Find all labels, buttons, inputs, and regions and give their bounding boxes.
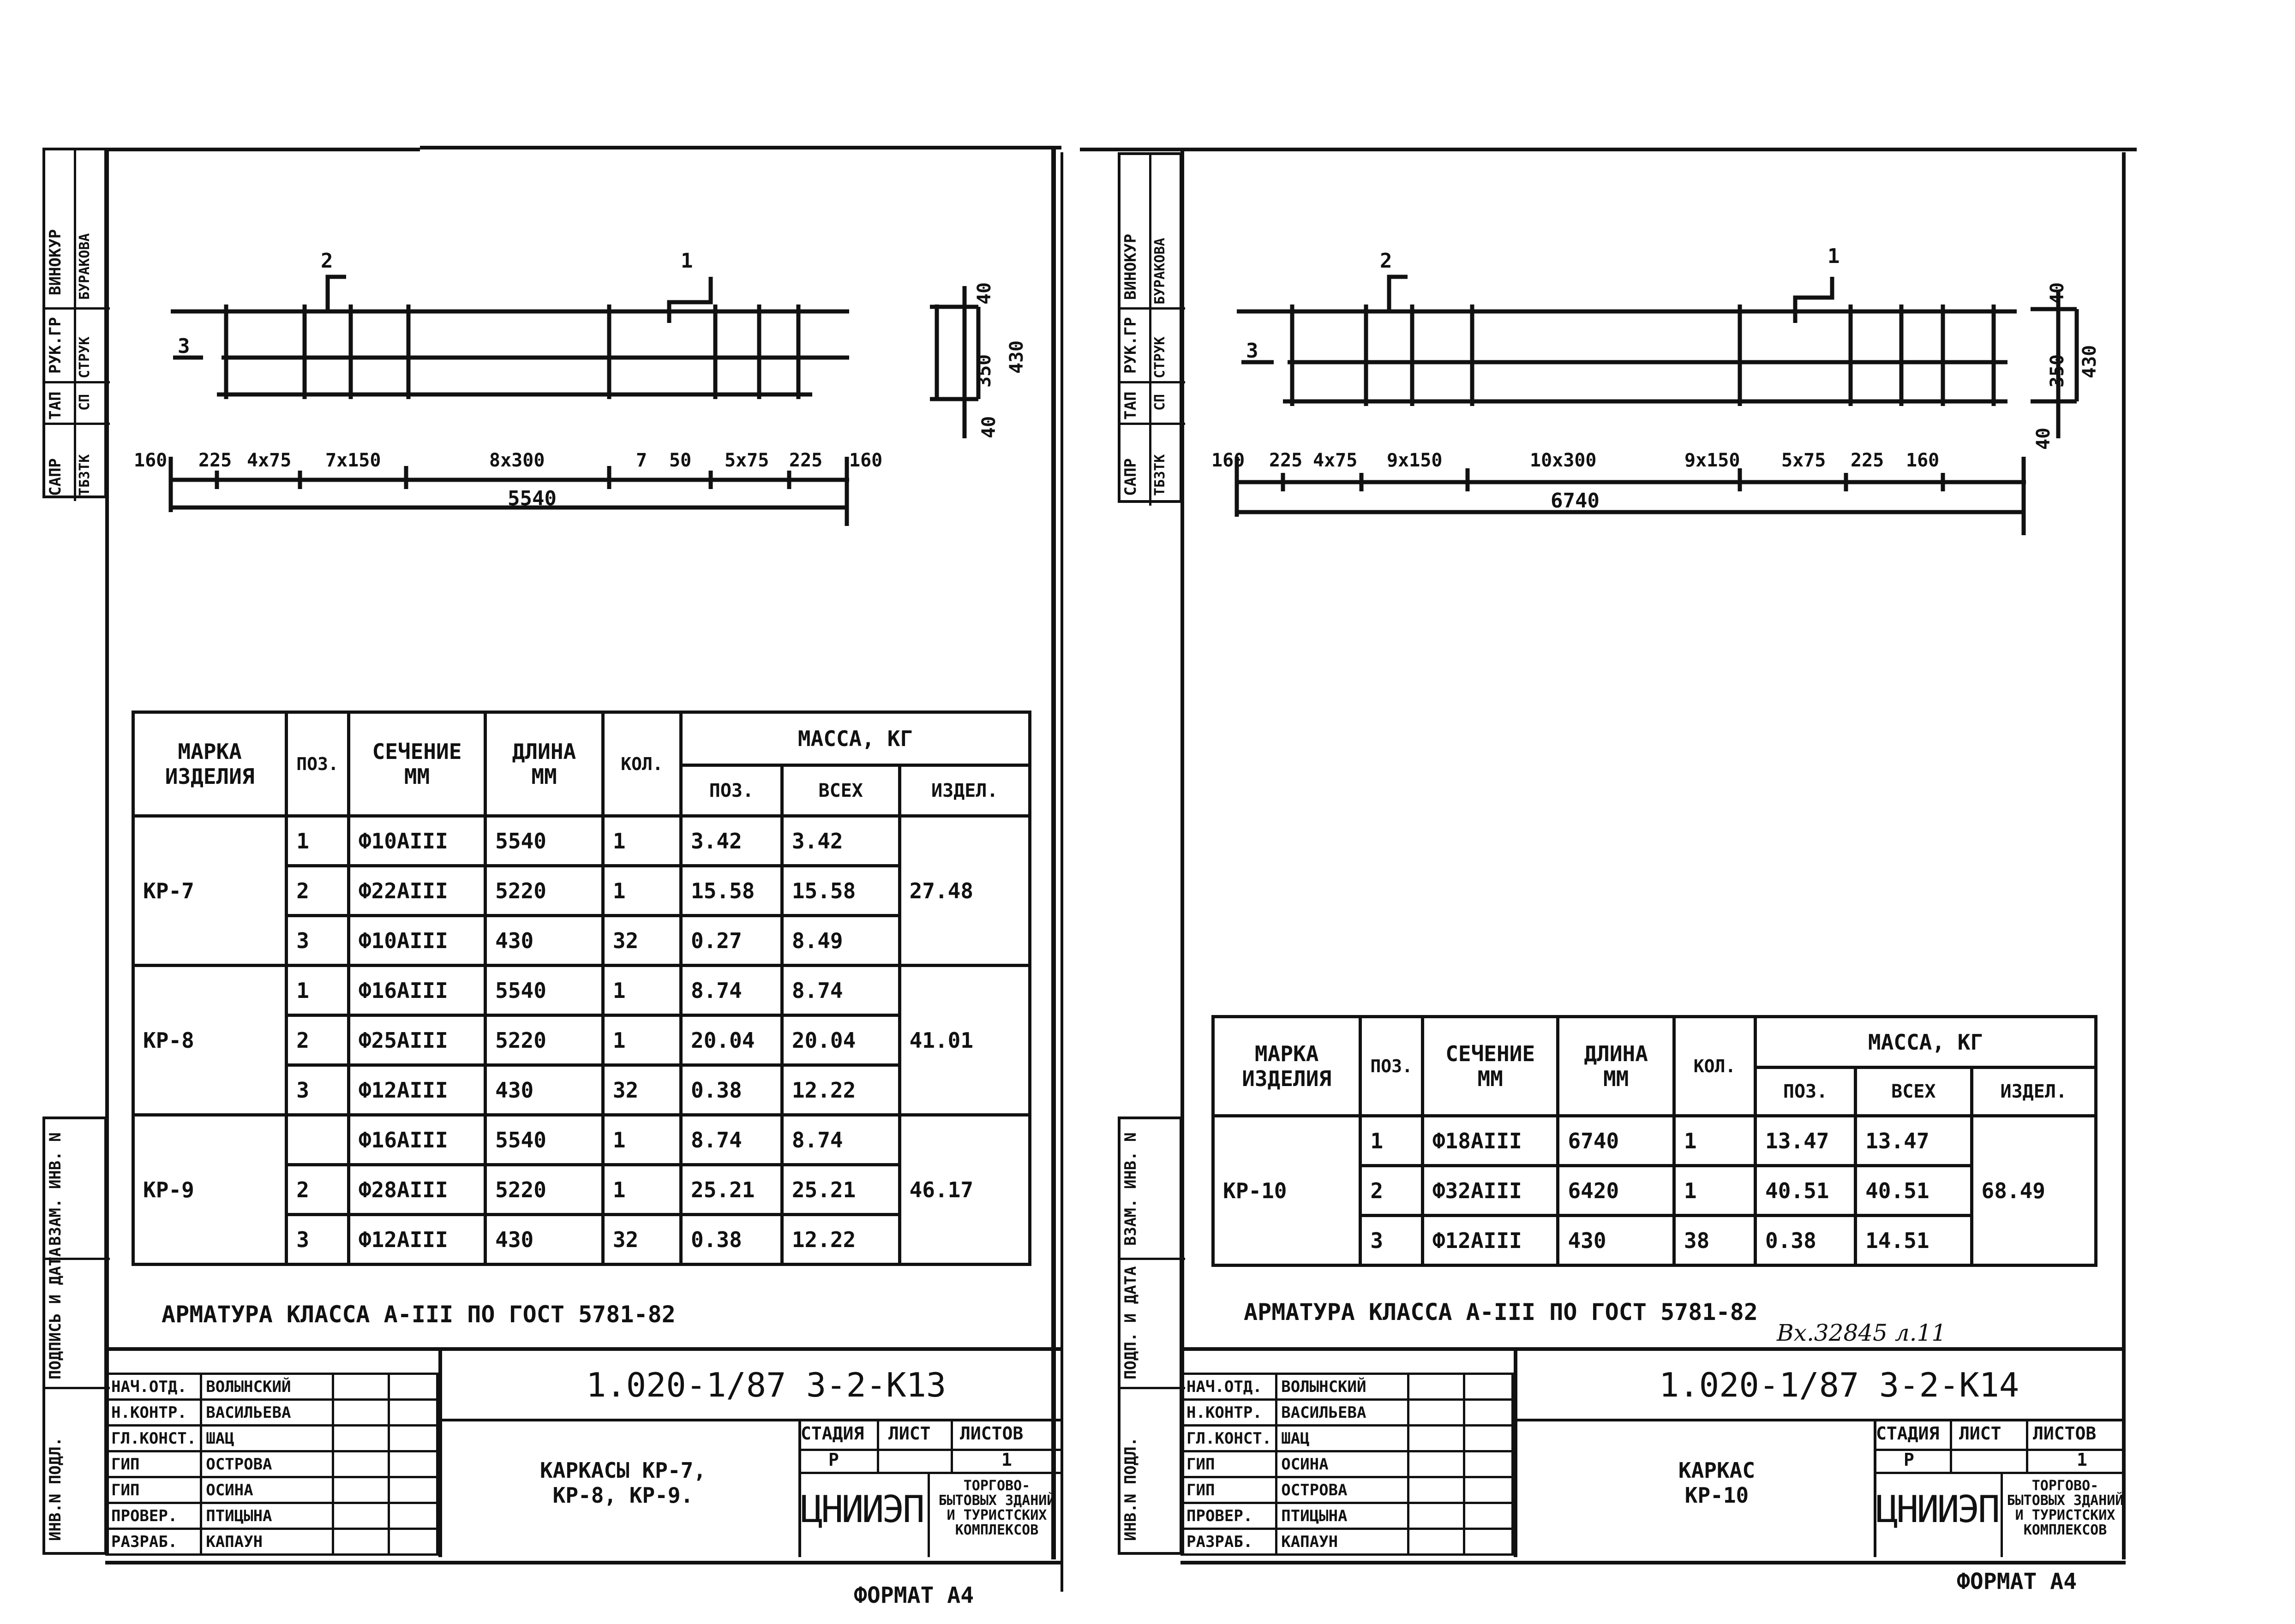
date-cell	[389, 1400, 437, 1426]
signature-row	[107, 1503, 437, 1529]
col-header: ВСЕХ	[782, 765, 899, 816]
pos-cell: 3	[287, 1065, 349, 1115]
qty-cell: 38	[1674, 1216, 1755, 1266]
signature-cell	[333, 1451, 389, 1477]
dimension-label: 9x150	[1387, 450, 1443, 471]
pos-cell: 2	[287, 1165, 349, 1215]
section-cell: Ф10АIII	[348, 816, 485, 866]
length-cell: 430	[485, 1065, 603, 1115]
signature-row	[1182, 1503, 1513, 1529]
length-cell: 5540	[485, 966, 603, 1015]
side-stamp-text: ТБЗТК	[1152, 454, 1168, 496]
signature-row	[1182, 1477, 1513, 1503]
side-stamp-text: СП	[1152, 394, 1168, 411]
mass-pos-cell: 13.47	[1756, 1116, 1856, 1166]
position-label: 2	[321, 249, 333, 273]
col-header: МАРКА ИЗДЕЛИЯ	[1213, 1017, 1360, 1116]
signature-row	[107, 1451, 437, 1477]
date-cell	[389, 1529, 437, 1555]
signature-row	[1182, 1400, 1513, 1426]
dimension-label: 40	[2033, 427, 2054, 450]
name-cell: ШАЦ	[201, 1426, 333, 1451]
role-cell: ПРОВЕР.	[107, 1503, 201, 1529]
name-cell: ВОЛЫНСКИЙ	[1276, 1374, 1408, 1400]
stage-header: ЛИСТОВ	[960, 1423, 1024, 1444]
rebar-frame-drawing	[111, 240, 988, 563]
section-cell: Ф25АIII	[348, 1015, 485, 1065]
section-cell: Ф12АIII	[348, 1065, 485, 1115]
signature-row	[107, 1400, 437, 1426]
org-name: ТОРГОВО-БЫТОВЫХ ЗДАНИЙ И ТУРИСТСКИХ КОМПЛЕКСОВ	[938, 1478, 1055, 1538]
section-cell: Ф12АIII	[1422, 1216, 1558, 1266]
role-cell: ГЛ.КОНСТ.	[1182, 1426, 1276, 1451]
mark-cell: КР-8	[133, 966, 287, 1115]
name-cell: КАПАУН	[1276, 1529, 1408, 1555]
mass-pos-cell: 8.74	[681, 966, 782, 1015]
signature-cell	[333, 1400, 389, 1426]
mass-all-cell: 14.51	[1856, 1216, 1971, 1266]
section-cell: Ф10АIII	[348, 916, 485, 966]
signature-table	[105, 1373, 438, 1556]
document-title: КАРКАС КР-10	[1678, 1458, 1756, 1508]
dimension-label: 160	[1211, 450, 1245, 471]
rebar-frame-drawing	[1186, 240, 2109, 563]
side-stamp-text: ВЗАМ. ИНВ. N	[46, 1132, 65, 1246]
name-cell: КАПАУН	[201, 1529, 333, 1555]
name-cell: ПТИЦЫНА	[201, 1503, 333, 1529]
section-cell: Ф12АIII	[348, 1215, 485, 1265]
name-cell: ОСТРОВА	[201, 1451, 333, 1477]
table-row	[133, 816, 1030, 866]
mass-pos-cell: 40.51	[1756, 1166, 1856, 1216]
mark-cell: КР-9	[133, 1115, 287, 1265]
dimension-label: 350	[2047, 354, 2068, 388]
mass-all-cell: 20.04	[782, 1015, 899, 1065]
dimension-label: 160	[1906, 450, 1940, 471]
col-header: ПОЗ.	[1756, 1068, 1856, 1116]
signature-cell	[1408, 1451, 1464, 1477]
side-stamp-text: ПОДП. И ДАТА	[1121, 1266, 1140, 1379]
position-label: 3	[1246, 339, 1258, 363]
dimension-label: 10x300	[1530, 450, 1597, 471]
name-cell: ПТИЦЫНА	[1276, 1503, 1408, 1529]
stage-header: ЛИСТ	[888, 1423, 931, 1444]
table-row	[133, 966, 1030, 1015]
date-cell	[1464, 1426, 1513, 1451]
position-label: 2	[1380, 249, 1392, 273]
name-cell: ВАСИЛЬЕВА	[201, 1400, 333, 1426]
position-label: 1	[681, 249, 693, 273]
mass-all-cell: 15.58	[782, 866, 899, 916]
qty-cell: 1	[603, 816, 681, 866]
dimension-label: 50	[669, 450, 692, 471]
pos-cell: 2	[287, 1015, 349, 1065]
col-header: МАССА, КГ	[1756, 1017, 2096, 1068]
dimension-label: 430	[2079, 345, 2100, 378]
qty-cell: 1	[603, 1115, 681, 1165]
dimension-label: 9x150	[1684, 450, 1740, 471]
col-header: ПОЗ.	[1360, 1017, 1423, 1116]
side-stamp-text: БУРАКОВА	[1152, 238, 1168, 304]
signature-row	[1182, 1451, 1513, 1477]
spec-table	[132, 710, 1031, 1266]
side-stamp-text: САПР	[46, 458, 65, 496]
spec-table	[1211, 1015, 2097, 1267]
date-cell	[1464, 1529, 1513, 1555]
role-cell: ПРОВЕР.	[1182, 1503, 1276, 1529]
col-header: ПОЗ.	[287, 712, 349, 816]
section-cell: Ф18АIII	[1422, 1116, 1558, 1166]
org-logo: ЦНИИЭП	[801, 1488, 923, 1531]
section-cell: Ф22АIII	[348, 866, 485, 916]
mass-pos-cell: 0.38	[1756, 1216, 1856, 1266]
pos-cell: 3	[1360, 1216, 1423, 1266]
dimension-label: 160	[134, 450, 168, 471]
qty-cell: 1	[603, 1165, 681, 1215]
mass-all-cell: 40.51	[1856, 1166, 1971, 1216]
date-cell	[1464, 1477, 1513, 1503]
mass-all-cell: 8.49	[782, 916, 899, 966]
signature-cell	[1408, 1529, 1464, 1555]
signature-row	[107, 1529, 437, 1555]
date-cell	[389, 1451, 437, 1477]
side-stamp-text: СП	[77, 394, 93, 411]
pos-cell: 3	[287, 916, 349, 966]
role-cell: РАЗРАБ.	[1182, 1529, 1276, 1555]
table-row	[133, 1115, 1030, 1165]
role-cell: ГИП	[107, 1477, 201, 1503]
stage-header: СТАДИЯ	[1876, 1423, 1940, 1444]
mass-pos-cell: 8.74	[681, 1115, 782, 1165]
length-cell: 5540	[485, 816, 603, 866]
length-cell: 430	[485, 916, 603, 966]
col-header: ПОЗ.	[681, 765, 782, 816]
mass-all-cell: 25.21	[782, 1165, 899, 1215]
dimension-label: 430	[1006, 340, 1027, 374]
date-cell	[389, 1477, 437, 1503]
dimension-label: 7	[636, 450, 647, 471]
side-stamp-text: ИНВ.N ПОДЛ.	[46, 1437, 65, 1541]
dimension-label: 7x150	[325, 450, 381, 471]
signature-cell	[333, 1477, 389, 1503]
role-cell: Н.КОНТР.	[107, 1400, 201, 1426]
qty-cell: 1	[603, 966, 681, 1015]
role-cell: ГИП	[1182, 1451, 1276, 1477]
dimension-label: 40	[2047, 282, 2068, 304]
side-stamp-text: ТАП	[1121, 391, 1140, 420]
sheet-left	[0, 0, 1075, 1624]
dimension-label: 350	[974, 354, 995, 388]
org-name: ТОРГОВО-БЫТОВЫХ ЗДАНИЙ И ТУРИСТСКИХ КОМПЛЕКСОВ	[2007, 1478, 2124, 1538]
dimension-label: 4x75	[1313, 450, 1358, 471]
mass-all-cell: 12.22	[782, 1065, 899, 1115]
mass-pos-cell: 15.58	[681, 866, 782, 916]
col-header: ИЗДЕЛ.	[1971, 1068, 2096, 1116]
total-length: 5540	[508, 487, 557, 510]
col-header: СЕЧЕНИЕ ММ	[1422, 1017, 1558, 1116]
name-cell: ШАЦ	[1276, 1426, 1408, 1451]
length-cell: 430	[1558, 1216, 1674, 1266]
side-stamp-text: СТРУК	[1152, 336, 1168, 378]
dimension-label: 225	[1269, 450, 1303, 471]
pos-cell: 1	[1360, 1116, 1423, 1166]
stage-header: ЛИСТ	[1959, 1423, 2001, 1444]
signature-row	[107, 1426, 437, 1451]
qty-cell: 32	[603, 1065, 681, 1115]
dimension-label: 5x75	[725, 450, 769, 471]
total-length: 6740	[1551, 489, 1600, 513]
reinforcement-note: АРМАТУРА КЛАССА А-III ПО ГОСТ 5781-82	[1244, 1299, 1758, 1325]
mass-pos-cell: 0.27	[681, 916, 782, 966]
mass-all-cell: 12.22	[782, 1215, 899, 1265]
side-stamp-text: БУРАКОВА	[77, 233, 93, 300]
col-header: ВСЕХ	[1856, 1068, 1971, 1116]
qty-cell: 32	[603, 1215, 681, 1265]
mass-item-cell: 27.48	[899, 816, 1030, 966]
col-header: МАРКА ИЗДЕЛИЯ	[133, 712, 287, 816]
mark-cell: КР-7	[133, 816, 287, 966]
role-cell: НАЧ.ОТД.	[107, 1374, 201, 1400]
sheet-right	[1080, 0, 2295, 1624]
mass-item-cell: 46.17	[899, 1115, 1030, 1265]
table-row	[1213, 1116, 2096, 1166]
pos-cell: 1	[287, 816, 349, 866]
col-header: КОЛ.	[603, 712, 681, 816]
length-cell: 5220	[485, 1165, 603, 1215]
reinforcement-note: АРМАТУРА КЛАССА А-III ПО ГОСТ 5781-82	[162, 1301, 676, 1328]
qty-cell: 1	[1674, 1166, 1755, 1216]
side-stamp-text: ИНВ.N ПОДЛ.	[1121, 1437, 1140, 1541]
qty-cell: 32	[603, 916, 681, 966]
signature-row	[1182, 1374, 1513, 1400]
role-cell: Н.КОНТР.	[1182, 1400, 1276, 1426]
pos-cell	[287, 1115, 349, 1165]
format-label: ФОРМАТ А4	[854, 1582, 974, 1608]
mass-item-cell: 68.49	[1971, 1116, 2096, 1266]
signature-row	[1182, 1529, 1513, 1555]
signature-cell	[333, 1529, 389, 1555]
stage-value: Р	[828, 1450, 839, 1470]
role-cell: РАЗРАБ.	[107, 1529, 201, 1555]
role-cell: ГИП	[107, 1451, 201, 1477]
mass-pos-cell: 25.21	[681, 1165, 782, 1215]
document-code: 1.020-1/87 3-2-К14	[1659, 1366, 2019, 1404]
length-cell: 6420	[1558, 1166, 1674, 1216]
date-cell	[389, 1374, 437, 1400]
side-stamp-text: РУК.ГР	[1121, 317, 1140, 374]
mass-pos-cell: 3.42	[681, 816, 782, 866]
position-label: 1	[1828, 245, 1840, 268]
dimension-label: 225	[1851, 450, 1884, 471]
signature-cell	[1408, 1374, 1464, 1400]
role-cell: ГИП	[1182, 1477, 1276, 1503]
date-cell	[389, 1426, 437, 1451]
mass-item-cell: 41.01	[899, 966, 1030, 1115]
dimension-label: 40	[974, 282, 995, 304]
side-stamp-text: ТАП	[46, 391, 65, 420]
mass-all-cell: 3.42	[782, 816, 899, 866]
pos-cell: 3	[287, 1215, 349, 1265]
pos-cell: 1	[287, 966, 349, 1015]
name-cell: ВАСИЛЬЕВА	[1276, 1400, 1408, 1426]
side-stamp-text: ТБЗТК	[77, 454, 93, 496]
sheet-count: 1	[1001, 1450, 1012, 1470]
side-stamp-text: ВИНОКУР	[46, 229, 65, 295]
date-cell	[389, 1503, 437, 1529]
date-cell	[1464, 1374, 1513, 1400]
signature-cell	[1408, 1426, 1464, 1451]
length-cell: 5540	[485, 1115, 603, 1165]
col-header: ИЗДЕЛ.	[899, 765, 1030, 816]
handwritten-note: Вх.32845 л.11	[1777, 1320, 1947, 1346]
section-cell: Ф16АIII	[348, 1115, 485, 1165]
section-cell: Ф28АIII	[348, 1165, 485, 1215]
dimension-label: 5x75	[1781, 450, 1826, 471]
date-cell	[1464, 1503, 1513, 1529]
document-title: КАРКАСЫ КР-7, КР-8, КР-9.	[539, 1458, 707, 1508]
signature-row	[1182, 1426, 1513, 1451]
name-cell: ОСТРОВА	[1276, 1477, 1408, 1503]
side-stamp-text: САПР	[1121, 458, 1140, 496]
length-cell: 6740	[1558, 1116, 1674, 1166]
signature-cell	[333, 1503, 389, 1529]
stage-value: Р	[1904, 1450, 1914, 1470]
side-stamp-text: ВЗАМ. ИНВ. N	[1121, 1132, 1140, 1246]
mass-pos-cell: 0.38	[681, 1065, 782, 1115]
length-cell: 430	[485, 1215, 603, 1265]
org-logo: ЦНИИЭП	[1876, 1488, 1998, 1531]
mass-pos-cell: 0.38	[681, 1215, 782, 1265]
section-cell: Ф32АIII	[1422, 1166, 1558, 1216]
mass-all-cell: 13.47	[1856, 1116, 1971, 1166]
col-header: СЕЧЕНИЕ ММ	[348, 712, 485, 816]
length-cell: 5220	[485, 866, 603, 916]
side-stamp-text: СТРУК	[77, 336, 93, 378]
pos-cell: 2	[1360, 1166, 1423, 1216]
signature-cell	[1408, 1477, 1464, 1503]
role-cell: ГЛ.КОНСТ.	[107, 1426, 201, 1451]
format-label: ФОРМАТ А4	[1957, 1569, 2077, 1594]
document-code: 1.020-1/87 3-2-К13	[586, 1366, 947, 1404]
name-cell: ОСИНА	[201, 1477, 333, 1503]
qty-cell: 1	[603, 866, 681, 916]
sheet-count: 1	[2077, 1450, 2087, 1470]
stage-header: ЛИСТОВ	[2033, 1423, 2097, 1444]
signature-row	[107, 1477, 437, 1503]
signature-table	[1180, 1373, 1514, 1556]
dimension-label: 225	[789, 450, 823, 471]
signature-cell	[1408, 1400, 1464, 1426]
date-cell	[1464, 1451, 1513, 1477]
dimension-label: 40	[978, 416, 1000, 438]
date-cell	[1464, 1400, 1513, 1426]
qty-cell: 1	[1674, 1116, 1755, 1166]
qty-cell: 1	[603, 1015, 681, 1065]
mass-pos-cell: 20.04	[681, 1015, 782, 1065]
side-stamp-text: ВИНОКУР	[1121, 233, 1140, 300]
dimension-label: 225	[198, 450, 232, 471]
signature-cell	[333, 1374, 389, 1400]
dimension-label: 4x75	[247, 450, 292, 471]
mass-all-cell: 8.74	[782, 1115, 899, 1165]
side-stamp-text: РУК.ГР	[46, 317, 65, 374]
col-header: МАССА, КГ	[681, 712, 1030, 765]
col-header: ДЛИНА ММ	[1558, 1017, 1674, 1116]
position-label: 3	[178, 334, 190, 358]
length-cell: 5220	[485, 1015, 603, 1065]
mass-all-cell: 8.74	[782, 966, 899, 1015]
dimension-label: 160	[849, 450, 883, 471]
signature-cell	[1408, 1503, 1464, 1529]
mark-cell: КР-10	[1213, 1116, 1360, 1266]
pos-cell: 2	[287, 866, 349, 916]
col-header: КОЛ.	[1674, 1017, 1755, 1116]
signature-row	[107, 1374, 437, 1400]
name-cell: ОСИНА	[1276, 1451, 1408, 1477]
stage-header: СТАДИЯ	[801, 1423, 864, 1444]
signature-cell	[333, 1426, 389, 1451]
dimension-label: 8x300	[489, 450, 545, 471]
role-cell: НАЧ.ОТД.	[1182, 1374, 1276, 1400]
section-cell: Ф16АIII	[348, 966, 485, 1015]
name-cell: ВОЛЫНСКИЙ	[201, 1374, 333, 1400]
side-stamp-text: ПОДПИСЬ И ДАТА	[46, 1247, 65, 1379]
col-header: ДЛИНА ММ	[485, 712, 603, 816]
